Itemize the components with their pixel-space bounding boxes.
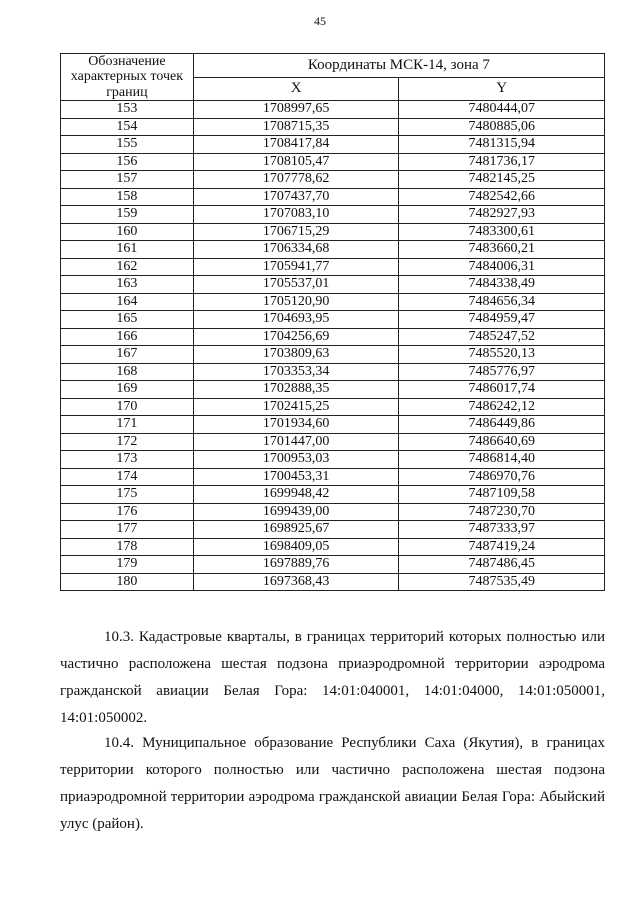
x-coordinate-cell: 1706334,68 (193, 241, 399, 259)
header-coordinates-system: Координаты МСК-14, зона 7 (193, 54, 604, 78)
x-coordinate-cell: 1701934,60 (193, 416, 399, 434)
x-coordinate-cell: 1704256,69 (193, 328, 399, 346)
page-number: 45 (314, 14, 326, 28)
table-row (61, 328, 605, 346)
point-number-cell: 175 (61, 486, 194, 504)
paragraph-cadastral-quarters (60, 624, 605, 732)
y-coordinate-cell: 7481736,17 (399, 153, 605, 171)
point-number-cell: 174 (61, 468, 194, 486)
x-coordinate-cell: 1702888,35 (193, 381, 399, 399)
x-coordinate-cell: 1703353,34 (193, 363, 399, 381)
table-row (61, 118, 605, 136)
y-coordinate-cell: 7487333,97 (399, 521, 605, 539)
x-coordinate-cell: 1698409,05 (193, 538, 399, 556)
table-row (61, 521, 605, 539)
table-row (61, 468, 605, 486)
y-coordinate-cell: 7484006,31 (399, 258, 605, 276)
y-coordinate-cell: 7487535,49 (399, 573, 605, 591)
y-coordinate-cell: 7483660,21 (399, 241, 605, 259)
table-row (61, 258, 605, 276)
x-coordinate-cell: 1699948,42 (193, 486, 399, 504)
table-row (61, 486, 605, 504)
y-coordinate-cell: 7485520,13 (399, 346, 605, 364)
point-number-cell: 153 (61, 101, 194, 119)
point-number-cell: 165 (61, 311, 194, 329)
table-row (61, 363, 605, 381)
x-coordinate-cell: 1707437,70 (193, 188, 399, 206)
table-row (61, 433, 605, 451)
y-coordinate-cell: 7486640,69 (399, 433, 605, 451)
point-number-cell: 177 (61, 521, 194, 539)
point-number-cell: 163 (61, 276, 194, 294)
table-row (61, 556, 605, 574)
x-coordinate-cell: 1707083,10 (193, 206, 399, 224)
header-point-designation: Обозначение характерных точек границ (61, 54, 194, 101)
y-coordinate-cell: 7482927,93 (399, 206, 605, 224)
table-row (61, 171, 605, 189)
point-number-cell: 160 (61, 223, 194, 241)
table-row (61, 223, 605, 241)
table-row (61, 311, 605, 329)
paragraph-text: 10.3. Кадастровые кварталы, в границах территорий которых полностью или частично расположена шестая подзона приаэродромной территории аэродрома гражданской авиации Белая Гора: 14:01:040001, 14:01:04000, 14:01:050001, 14:01:050002. (60, 629, 605, 726)
point-number-cell: 158 (61, 188, 194, 206)
table-row (61, 538, 605, 556)
point-number-cell: 169 (61, 381, 194, 399)
y-coordinate-cell: 7483300,61 (399, 223, 605, 241)
x-coordinate-cell: 1708997,65 (193, 101, 399, 119)
point-number-cell: 162 (61, 258, 194, 276)
y-coordinate-cell: 7484959,47 (399, 311, 605, 329)
table-row (61, 416, 605, 434)
point-number-cell: 154 (61, 118, 194, 136)
table-row (61, 503, 605, 521)
y-coordinate-cell: 7485247,52 (399, 328, 605, 346)
x-coordinate-cell: 1697889,76 (193, 556, 399, 574)
y-coordinate-cell: 7486449,86 (399, 416, 605, 434)
header-x: X (193, 77, 399, 101)
point-number-cell: 168 (61, 363, 194, 381)
point-number-cell: 155 (61, 136, 194, 154)
y-coordinate-cell: 7486970,76 (399, 468, 605, 486)
point-number-cell: 161 (61, 241, 194, 259)
point-number-cell: 156 (61, 153, 194, 171)
y-coordinate-cell: 7486814,40 (399, 451, 605, 469)
table-row (61, 346, 605, 364)
point-number-cell: 164 (61, 293, 194, 311)
table-row (61, 241, 605, 259)
point-number-cell: 171 (61, 416, 194, 434)
point-number-cell: 176 (61, 503, 194, 521)
point-number-cell: 167 (61, 346, 194, 364)
y-coordinate-cell: 7485776,97 (399, 363, 605, 381)
y-coordinate-cell: 7481315,94 (399, 136, 605, 154)
point-number-cell: 157 (61, 171, 194, 189)
point-number-cell: 178 (61, 538, 194, 556)
x-coordinate-cell: 1700953,03 (193, 451, 399, 469)
point-number-cell: 159 (61, 206, 194, 224)
y-coordinate-cell: 7487419,24 (399, 538, 605, 556)
table-row (61, 293, 605, 311)
x-coordinate-cell: 1697368,43 (193, 573, 399, 591)
table-body (61, 101, 605, 591)
y-coordinate-cell: 7487109,58 (399, 486, 605, 504)
y-coordinate-cell: 7486242,12 (399, 398, 605, 416)
table-row (61, 573, 605, 591)
x-coordinate-cell: 1701447,00 (193, 433, 399, 451)
table-row (61, 136, 605, 154)
y-coordinate-cell: 7486017,74 (399, 381, 605, 399)
x-coordinate-cell: 1708105,47 (193, 153, 399, 171)
table-row (61, 381, 605, 399)
x-coordinate-cell: 1702415,25 (193, 398, 399, 416)
point-number-cell: 166 (61, 328, 194, 346)
y-coordinate-cell: 7487230,70 (399, 503, 605, 521)
y-coordinate-cell: 7482542,66 (399, 188, 605, 206)
x-coordinate-cell: 1708417,84 (193, 136, 399, 154)
x-coordinate-cell: 1708715,35 (193, 118, 399, 136)
point-number-cell: 179 (61, 556, 194, 574)
coordinates-table (60, 53, 605, 591)
point-number-cell: 173 (61, 451, 194, 469)
header-y: Y (399, 77, 605, 101)
table-row (61, 188, 605, 206)
table-row (61, 153, 605, 171)
x-coordinate-cell: 1705537,01 (193, 276, 399, 294)
x-coordinate-cell: 1704693,95 (193, 311, 399, 329)
table-row (61, 451, 605, 469)
y-coordinate-cell: 7487486,45 (399, 556, 605, 574)
x-coordinate-cell: 1705120,90 (193, 293, 399, 311)
x-coordinate-cell: 1699439,00 (193, 503, 399, 521)
y-coordinate-cell: 7480885,06 (399, 118, 605, 136)
x-coordinate-cell: 1707778,62 (193, 171, 399, 189)
x-coordinate-cell: 1698925,67 (193, 521, 399, 539)
point-number-cell: 170 (61, 398, 194, 416)
y-coordinate-cell: 7484656,34 (399, 293, 605, 311)
x-coordinate-cell: 1706715,29 (193, 223, 399, 241)
x-coordinate-cell: 1700453,31 (193, 468, 399, 486)
table-row (61, 276, 605, 294)
table-row (61, 398, 605, 416)
point-number-cell: 180 (61, 573, 194, 591)
x-coordinate-cell: 1703809,63 (193, 346, 399, 364)
paragraph-text: 10.4. Муниципальное образование Республики Саха (Якутия), в границах территории которого полностью или частично расположена шестая подзона приаэродромной территории аэродрома гражданской авиации Белая Гора: Абыйский улус (район). (60, 735, 605, 832)
paragraph-municipality (60, 730, 605, 838)
table-row (61, 101, 605, 119)
table-row (61, 206, 605, 224)
y-coordinate-cell: 7484338,49 (399, 276, 605, 294)
y-coordinate-cell: 7480444,07 (399, 101, 605, 119)
point-number-cell: 172 (61, 433, 194, 451)
y-coordinate-cell: 7482145,25 (399, 171, 605, 189)
x-coordinate-cell: 1705941,77 (193, 258, 399, 276)
